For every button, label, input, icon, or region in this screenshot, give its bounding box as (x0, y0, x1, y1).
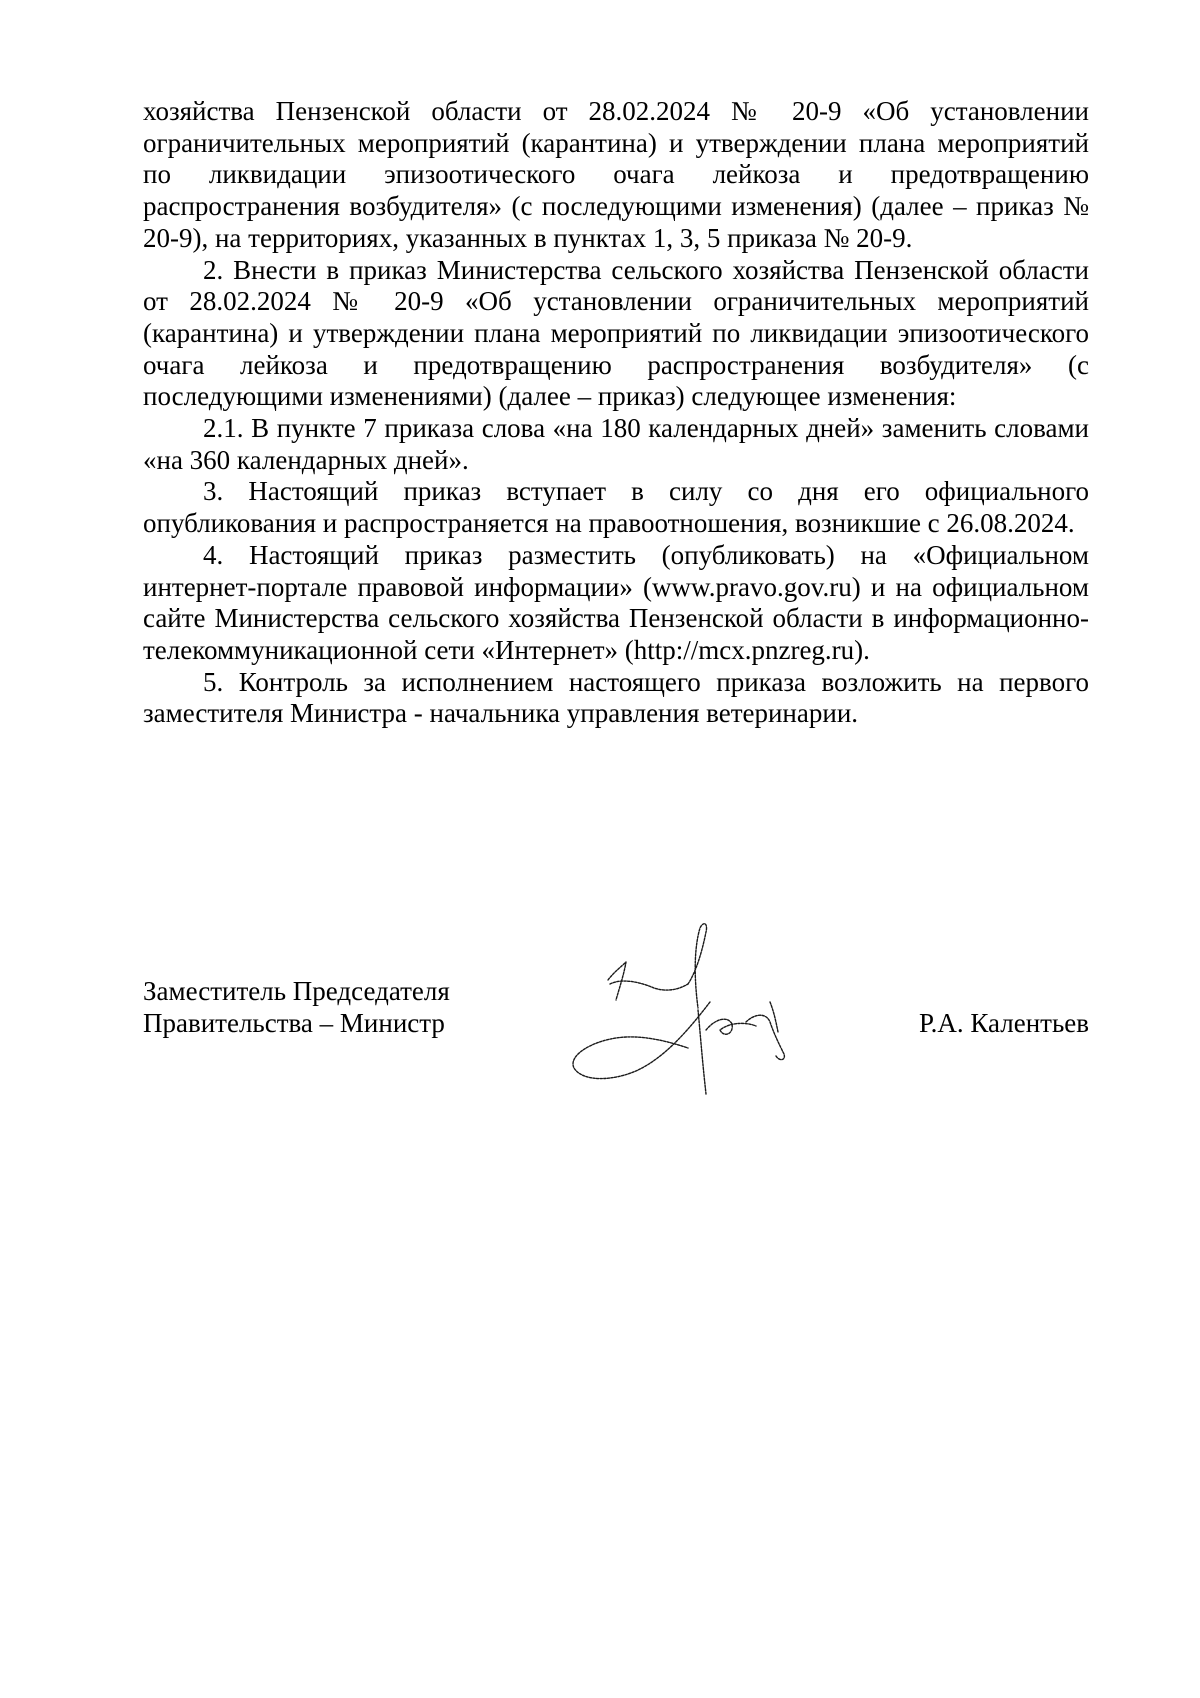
paragraph-item-2-1: 2.1. В пункте 7 приказа слова «на 180 календарных дней» заменить словами «на 360 календарных дней». (143, 413, 1089, 475)
document-body (143, 96, 1089, 730)
paragraph-item-3: 3. Настоящий приказ вступает в силу со дня его официального опубликования и распространяется на правоотношения, возникшие с 26.08.2024. (143, 476, 1089, 539)
paragraph-continuation: хозяйства Пензенской области от 28.02.2024 № 20-9 «Об установлении ограничительных мероприятий (карантина) и утверждении плана мероприятий по ликвидации эпизоотического очага лейкоза и предотвращению распространения возбудителя» (с последующими изменения) (далее – приказ № 20-9), на территориях, указанных в пунктах 1, 3, 5 приказа № 20-9. (143, 96, 1089, 253)
handwritten-signature-icon (570, 918, 820, 1098)
signatory-title-line-1: Заместитель Председателя (143, 976, 450, 1006)
paragraph-item-4: 4. Настоящий приказ разместить (опубликовать) на «Официальном интернет-портале правовой информации» (www.pravo.gov.ru) и на официальном сайте Министерства сельского хозяйства Пензенской области в информационно-телекоммуникационной сети «Интернет» (http://mcx.pnzreg.ru). (143, 539, 1089, 665)
signatory-title-line-2: Правительства – Министр (143, 1008, 445, 1038)
paragraph-item-5: 5. Контроль за исполнением настоящего приказа возложить на первого заместителя Министра - начальника управления ветеринарии. (143, 666, 1089, 729)
signatory-name: Р.А. Калентьев (918, 1008, 1089, 1038)
paragraph-item-2: 2. Внести в приказ Министерства сельского хозяйства Пензенской области от 28.02.2024 № 20-9 «Об установлении ограничительных мероприятий (карантина) и утверждении плана мероприятий по ликвидации эпизоотического очага лейкоза и предотвращению распространения возбудителя» (с последующими изменениями) (далее – приказ) следующее изменения: (143, 254, 1089, 412)
signatory-title (143, 975, 450, 1039)
